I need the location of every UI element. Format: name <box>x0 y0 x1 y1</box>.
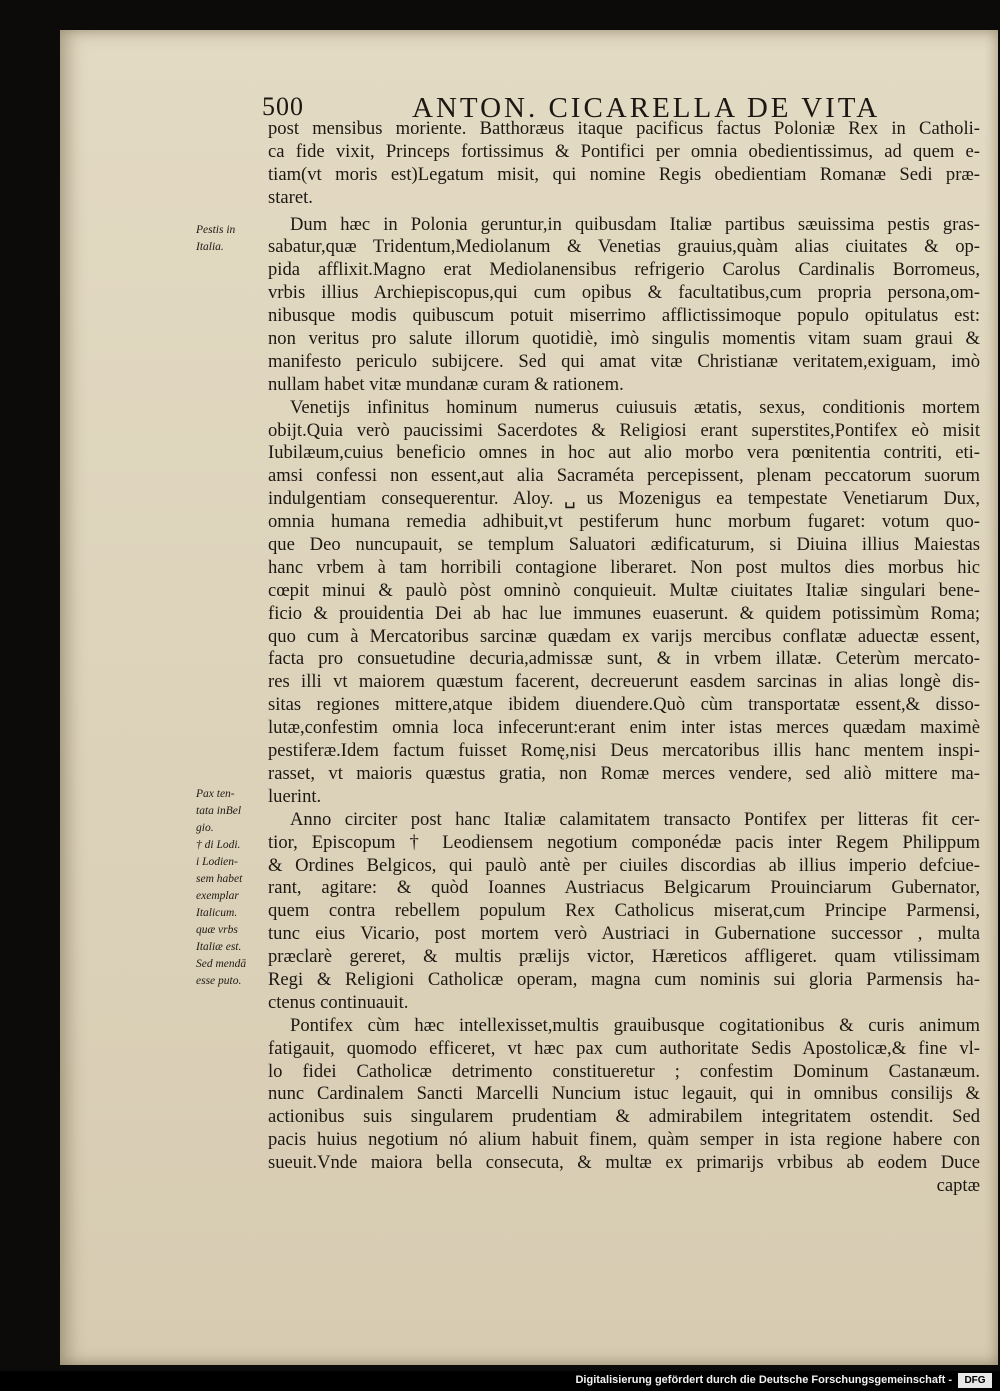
dfg-logo: DFG <box>958 1373 992 1388</box>
marginal-line: gio. <box>196 822 214 834</box>
text-line: non veritus pro salute illorum quotidiè, imò singulis momentis vitam suam graui & <box>268 328 980 350</box>
text-line: nibusque modis quibuscum potuit miserrimo afflictissimoque populo opitulatus est: <box>268 305 980 327</box>
text-line: præclarè gereret, & multis prælijs victor, Hæreticos affligeret. quam vtilissimam <box>268 946 980 968</box>
paragraph-2 <box>268 214 980 397</box>
text-line: fatigauit, quomodo efficeret, vt hæc pax cum authoritate Sedis Apostolicæ,& fine vl- <box>268 1037 980 1059</box>
text-line: Regi & Religioni Catholicæ operam, magna cum nominis sui gloria Parmensis ha- <box>268 968 980 990</box>
text-line: luerint. <box>268 785 322 807</box>
text-line: & Ordines Belgicos, qui paulò antè per ciuiles discordias ab illius imperio defciue- <box>268 854 980 876</box>
text-line: lutæ,confestim omnia loca infecerunt:erant enim inter istas merces quædam maximè <box>268 717 980 739</box>
marginal-note-pestis <box>196 222 268 256</box>
marginal-line: Italia. <box>196 241 224 253</box>
marginal-line: esse puto. <box>196 975 242 987</box>
text-line: sueuit.Vnde maiora bella consecuta, & multæ ex primarijs vrbibus ab eodem Duce <box>268 1152 980 1174</box>
digitization-footer <box>0 1371 1000 1391</box>
paragraph-1 <box>268 118 980 210</box>
marginal-line: quæ vrbs <box>196 924 238 936</box>
text-line: rasset, vt maioris quæstus gratia, non Romæ merces vendere, sed aliò mittere ma- <box>268 762 980 784</box>
marginal-line: Pax ten- <box>196 788 235 800</box>
text-line: lo fidei Catholicæ detrimento constitueretur ; confestim Dominum Castanæum. <box>268 1060 980 1082</box>
text-line: pacis huius negotium nó alium habuit finem, quàm semper in ista regione habere con <box>268 1129 980 1151</box>
text-line: sabatur,quæ Tridentum,Mediolanum & Venetias grauius,quàm alias ciuitates & op- <box>268 236 980 258</box>
text-line: manifesto periculo subijcere. Sed qui amat vitæ Christianæ veritatem,exiguam, imò <box>268 350 980 372</box>
text-line: quo cum à Mercatoribus sarcinæ quædam ex varijs mercibus conflatæ aduectæ essent, <box>268 625 980 647</box>
marginal-line: sem habet <box>196 873 243 885</box>
footer-credit: Digitalisierung gefördert durch die Deutsche Forschungsgemeinschaft - <box>575 1374 952 1386</box>
text-line: nullam habet vitæ mundanæ curam & rationem. <box>268 373 624 395</box>
text-line: Pontifex cùm hæc intellexisset,multis grauibusque cogitationibus & curis animum <box>290 1014 980 1036</box>
text-line: ctenus continuauit. <box>268 991 409 1013</box>
text-line: Dum hæc in Polonia geruntur,in quibusdam Italiæ partibus sæuissima pestis gras- <box>290 213 980 235</box>
page-number: 500 <box>262 92 304 121</box>
text-line: indulgentiam consequerentur. Aloy.␣us Mozenigus ea tempestate Venetiarum Dux, <box>268 488 980 510</box>
text-line: cœpit minui & paulò pòst omninò conquieuit. Multæ ciuitates Italiæ singulari bene- <box>268 579 980 601</box>
text-line: Anno circiter post hanc Italiæ calamitatem transacto Pontifex per litteras fit cer- <box>290 808 980 830</box>
text-line: tiam(vt moris est)Legatum misit, qui nomine Regis obedientiam Romanæ Sedi præ- <box>268 163 980 185</box>
text-line: Venetijs infinitus hominum numerus cuiusuis ætatis, sexus, conditionis mortem <box>290 396 980 418</box>
text-line: ficio & prouidentia Dei ab hac lue immunes euaserunt. & quidem potissimùm Roma; <box>268 602 980 624</box>
marginal-line: † di Lodi. <box>196 839 241 851</box>
text-line: tunc eius Vicario, post mortem verò Austriaci in Gubernatione successor , multa <box>268 923 980 945</box>
marginal-line: i Lodien- <box>196 856 238 868</box>
paragraph-5 <box>268 1015 980 1198</box>
text-line: quem contra rebellem populum Rex Catholicus miserat,cum Principe Parmensi, <box>268 900 980 922</box>
text-line: actionibus suis singularem prudentiam & admirabilem integritatem ostendit. Sed <box>268 1106 980 1128</box>
catchword: captæ <box>936 1174 980 1196</box>
marginal-line: Italiæ est. <box>196 941 242 953</box>
text-line: tior, Episcopum † Leodiensem negotium componédæ pacis inter Regem Philippum <box>268 831 980 853</box>
text-line: omnia humana remedia adhibuit,vt pestiferum hunc morbum fugaret: votum quo- <box>268 511 980 533</box>
marginal-note-pax <box>196 786 268 990</box>
text-line: hanc vrbem à tam horribili contagione liberaret. Non post multos dies morbus hic <box>268 556 980 578</box>
running-head: ANTON. CICARELLA DE VITA <box>412 92 881 124</box>
text-line: pida afflixit.Magno erat Mediolanensibus refrigerio Carolus Cardinalis Borromeus, <box>268 259 980 281</box>
body-text <box>268 118 980 1198</box>
text-line: nunc Cardinalem Sancti Marcelli Nuncium istuc legauit, qui in omnibus consilijs & <box>268 1083 980 1105</box>
text-line: vrbis illius Archiepiscopus,qui cum opibus & facultatibus,cum propria persona,om- <box>268 282 980 304</box>
paragraph-3 <box>268 397 980 809</box>
text-line: post mensibus moriente. Batthoræus itaque pacificus factus Poloniæ Rex in Catholi- <box>268 118 980 139</box>
text-line: que Deo nuncupauit, se templum Saluatori ædificaturum, si Diuina illius Maiestas <box>268 534 980 556</box>
paragraph-4 <box>268 809 980 1015</box>
marginal-line: exemplar <box>196 890 239 902</box>
text-line: sitas regiones mittere,atque ibidem diuendere.Quò cùm transportatæ essent,& disso- <box>268 694 980 716</box>
marginal-line: tata inBel <box>196 805 242 817</box>
text-line: staret. <box>268 186 313 208</box>
text-line: amsi confessi non essent,aut alia Sacraméta percepissent, plenam peccatorum suorum <box>268 465 980 487</box>
text-line: res illi vt maiorem quæstum facerent, decreuerunt easdem sarcinas in alias longè dis- <box>268 671 980 693</box>
marginal-line: Italicum. <box>196 907 238 919</box>
text-line: pestiferæ.Idem factum fuisset Romę,nisi Deus mercatoribus illis hanc mentem inspi- <box>268 740 980 762</box>
marginal-line: Pestis in <box>196 224 236 236</box>
text-line: facta pro consuetudine decuria,admissæ sunt, & in vrbem illatæ. Ceterùm mercato- <box>268 648 980 670</box>
marginal-line: Sed mendā <box>196 958 247 970</box>
text-line: rant, agitare: & quòd Ioannes Austriacus Belgicarum Prouinciarum Gubernator, <box>268 877 980 899</box>
text-line: Iubilæum,cuius beneficio omnes in hoc aut alio morbo vera pœnitentia contriti, eti- <box>268 442 980 464</box>
text-line: obijt.Quia verò paucissimi Sacerdotes & Religiosi erant superstites,Pontifex eò misit <box>268 419 980 441</box>
text-line: ca fide vixit, Princeps fortissimus & Pontifici per omnia obedientissimus, ad quem e- <box>268 140 980 162</box>
